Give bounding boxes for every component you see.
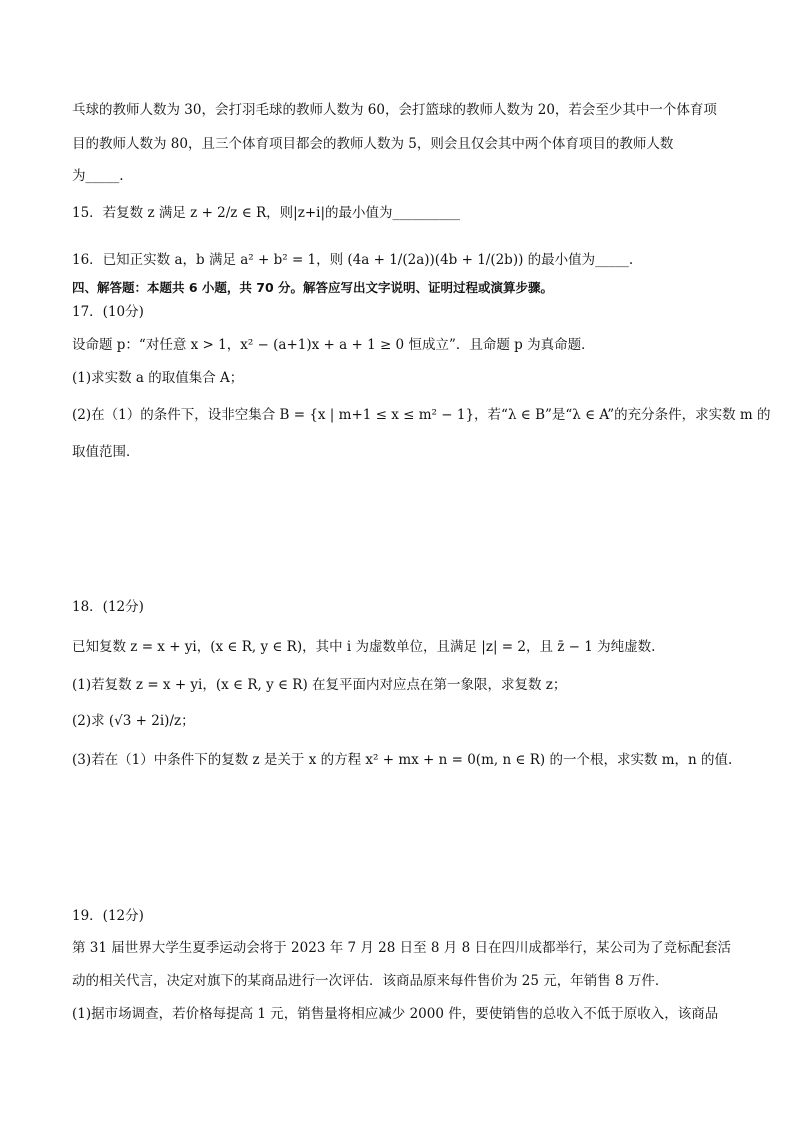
- text-line: (1)求实数 a 的取值集合 A；: [72, 370, 244, 386]
- text-line: 设命题 p：“对任意 x > 1，x² − (a+1)x + a + 1 ≥ 0 恒成立”．且命题 p 为真命题．: [72, 337, 595, 353]
- text-line: (1)若复数 z = x + yi，(x ∈ R, y ∈ R) 在复平面内对应点在第一象限，求复数 z；: [72, 677, 567, 693]
- question-17-header: 17．(10分): [72, 304, 144, 320]
- question-16: 16．已知正实数 a，b 满足 a² + b² = 1，则 (4a + 1/(2a))(4b + 1/(2b)) 的最小值为_____.: [72, 252, 634, 268]
- text-line: (3)若在（1）中条件下的复数 z 是关于 x 的方程 x² + mx + n = 0(m, n ∈ R) 的一个根，求实数 m，n 的值.: [72, 752, 733, 768]
- text-line: 动的相关代言，决定对旗下的某商品进行一次评估．该商品原来每件售价为 25 元，年销售 8 万件．: [72, 973, 669, 989]
- section-heading: 四、解答题：本题共 6 小题，共 70 分。解答应写出文字说明、证明过程或演算步骤。: [72, 280, 554, 295]
- text-line: (2)在（1）的条件下，设非空集合 B = {x | m+1 ≤ x ≤ m² − 1}，若“λ ∈ B”是“λ ∈ A”的充分条件，求实数 m 的: [72, 407, 771, 423]
- question-19-header: 19．(12分): [72, 908, 144, 924]
- text-line: (2)求 (√3 + 2i)/z；: [72, 713, 195, 729]
- text-line: (1)据市场调查，若价格每提高 1 元，销售量将相应减少 2000 件，要使销售的总收入不低于原收入，该商品: [72, 1006, 719, 1022]
- text-line: 乓球的教师人数为 30，会打羽毛球的教师人数为 60，会打篮球的教师人数为 20，若会至少其中一个体育项: [72, 102, 717, 118]
- text-line: 已知复数 z = x + yi，(x ∈ R, y ∈ R)，其中 i 为虚数单位，且满足 |z| = 2，且 z̄ − 1 为纯虚数.: [72, 639, 656, 655]
- text-line: 目的教师人数为 80，且三个体育项目都会的教师人数为 5，则会且仅会其中两个体育项目的教师人数: [72, 136, 674, 152]
- question-18-header: 18．(12分): [72, 599, 144, 615]
- text-line: 第 31 届世界大学生夏季运动会将于 2023 年 7 月 28 日至 8 月 8 日在四川成都举行，某公司为了竞标配套活: [72, 940, 731, 956]
- question-15: 15．若复数 z 满足 z + 2/z ∈ R，则|z+i|的最小值为__________: [72, 205, 460, 221]
- text-line: 取值范围．: [72, 444, 140, 460]
- text-line: 为_____.: [72, 168, 124, 184]
